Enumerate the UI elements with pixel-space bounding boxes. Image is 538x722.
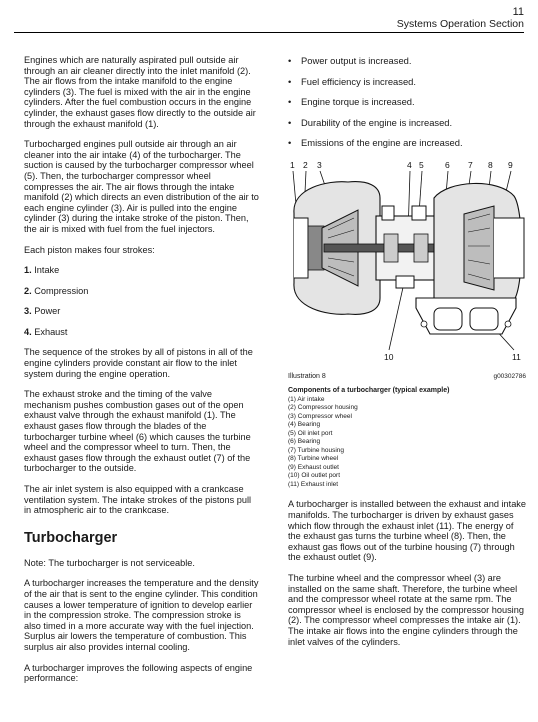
stroke-item-exhaust — [24, 327, 260, 338]
right-column — [288, 55, 526, 657]
stroke-label: Intake — [34, 265, 60, 276]
callout-5: 5 — [419, 159, 424, 170]
paragraph-exhaust-stroke: The exhaust stroke and the timing of the valve mechanism pushes combustion gases out of the open exhaust valve through the exhaust manifold (1). The exhaust gases flow through the blades of the turbocharger turbine wheel (6) which causes the turbine wheel and the compressor wheel to turn. Then, the exhaust gases flow through the exhaust outlet (7) of the turbocharger to the outside. — [24, 389, 251, 474]
paragraph-shaft-rpm: The turbine wheel and the compressor wheel (3) are installed on the same shaft. Therefore, the turbine wheel and the compressor wheel rotate at the same rpm. The compressor wheel is enclosed by the compressor housing (2). The compressor wheel compresses the intake air (1). The intake air flows into the engine cylinders through the inlet valves of the cylinders. — [288, 573, 524, 647]
note-not-serviceable: Note: The turbocharger is not serviceable. — [24, 557, 195, 568]
stroke-label: Compression — [34, 285, 89, 296]
callout-2: 2 — [303, 159, 308, 170]
component-item: (9) Exhaust outlet — [288, 463, 339, 471]
callout-10: 10 — [384, 351, 394, 362]
section-title: Systems Operation Section — [396, 18, 524, 30]
stroke-item-power — [24, 306, 260, 317]
paragraph-four-strokes: Each piston makes four strokes: — [24, 244, 155, 255]
component-item: (2) Compressor housing — [288, 404, 358, 412]
turbocharger-heading: Turbocharger — [24, 529, 118, 546]
paragraph-turbocharged-engines: Turbocharged engines pull outside air through an air cleaner into the air intake (4) of the turbocharger. The suction is caused by the turbocharger compressor wheel (5). Then, the turbocharger compressor wheel compresses the air. The air flows through the intake manifold (2) which directs an even distribution of the air to each engine cylinder (3). Air is pulled into the engine cylinder (3) during the intake stroke of the piston. Then, the air is mixed with fuel from the fuel injectors. — [24, 139, 259, 234]
stroke-number: 1. — [24, 265, 32, 276]
component-item: (11) Exhaust inlet — [288, 480, 339, 488]
callout-1: 1 — [290, 159, 295, 170]
figure-caption — [288, 373, 526, 383]
callout-11: 11 — [512, 351, 521, 362]
callout-9: 9 — [508, 159, 513, 170]
component-item: (10) Oil outlet port — [288, 472, 341, 480]
bullet-item: • Fuel efficiency is increased. — [288, 76, 526, 87]
stroke-number: 2. — [24, 285, 32, 296]
turbocharger-illustration — [288, 158, 526, 363]
stroke-item-intake — [24, 265, 260, 276]
turbocharger-cutaway-drawing — [288, 158, 526, 363]
callout-4: 4 — [407, 159, 412, 170]
bullet-item: • Engine torque is increased. — [288, 96, 526, 107]
paragraph-turbocharger-installed: A turbocharger is installed between the exhaust and intake manifolds. The turbocharger is driven by exhaust gases which flow through the exhaust inlet (11). The energy of the exhaust gas turns the turbine wheel (8). Then, the exhaust gas flows out of the turbine housing (7) through the exhaust outlet (9). — [288, 499, 527, 563]
component-item: (3) Compressor wheel — [288, 412, 352, 420]
components-list — [288, 396, 526, 490]
stroke-label: Power — [34, 306, 61, 317]
illustration-label: Illustration 8 — [288, 372, 326, 380]
component-item: (4) Bearing — [288, 421, 321, 429]
paragraph-performance-intro: A turbocharger improves the following aspects of engine performance: — [24, 662, 253, 684]
stroke-item-compression — [24, 286, 260, 297]
callout-7: 7 — [468, 159, 473, 170]
callout-8: 8 — [488, 159, 493, 170]
stroke-number: 4. — [24, 326, 32, 337]
component-item: (5) Oil inlet port — [288, 429, 333, 437]
stroke-label: Exhaust — [34, 326, 68, 337]
bullet-item: • Power output is increased. — [288, 55, 526, 66]
component-item: (1) Air intake — [288, 395, 325, 403]
component-item: (8) Turbine wheel — [288, 455, 339, 463]
components-title: Components of a turbocharger (typical example) — [288, 386, 450, 394]
callout-3: 3 — [317, 159, 322, 170]
component-item: (6) Bearing — [288, 438, 321, 446]
callout-6: 6 — [445, 159, 450, 170]
paragraph-naturally-aspirated: Engines which are naturally aspirated pull outside air through an air cleaner directly into the inlet manifold (2). The air flows from the intake manifold to the engine cylinders (3). The fuel is mixed with the air in the engine cylinders. After the fuel combustion occurs in the engine cylinder, the exhaust gases flow directly to the outside air through the exhaust manifold (1). — [24, 55, 256, 129]
illustration-id: g00302786 — [493, 372, 526, 380]
bullet-item: • Emissions of the engine are increased. — [288, 137, 526, 148]
left-column — [24, 55, 260, 694]
component-item: (7) Turbine housing — [288, 446, 345, 454]
bullet-item: • Durability of the engine is increased. — [288, 117, 526, 128]
page-number: 11 — [512, 6, 524, 18]
performance-bullet-list — [288, 55, 526, 148]
paragraph-turbocharger-increases: A turbocharger increases the temperature and the density of the air that is sent to the engine cylinder. This condition causes a lower temperature of ignition to develop earlier in the compression stroke. The compression stroke is also timed in a more accurate way with the fuel injection. Surplus air lowers the temperature of combustion. This surplus air also provides internal cooling. — [24, 578, 259, 652]
stroke-number: 3. — [24, 306, 32, 317]
header-rule — [14, 32, 524, 33]
paragraph-crankcase-ventilation: The air inlet system is also equipped with a crankcase ventilation system. The intake strokes of the pistons pull in atmospheric air to the crankcase. — [24, 484, 252, 516]
paragraph-stroke-sequence: The sequence of the strokes by all of pistons in all of the engine cylinders provide constant air flow to the inlet system during the engine operation. — [24, 347, 253, 379]
